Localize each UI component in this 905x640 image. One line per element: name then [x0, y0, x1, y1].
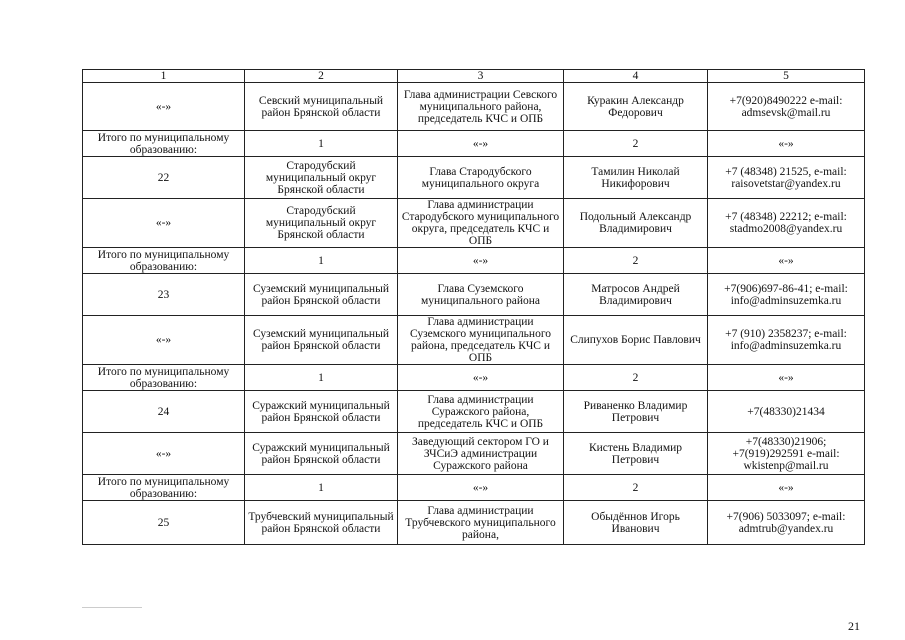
- column-number-4: 4: [564, 70, 708, 83]
- cell-col-4: 2: [564, 131, 708, 157]
- column-number-3: 3: [398, 70, 564, 83]
- cell-col-2: Суземский муниципальный район Брянской области: [245, 316, 398, 365]
- cell-col-4: Обыдённов Игорь Иванович: [564, 501, 708, 545]
- cell-col-5: «-»: [708, 365, 865, 391]
- cell-col-5: +7(906) 5033097; e-mail: admtrub@yandex.ru: [708, 501, 865, 545]
- cell-col-3: Заведующий сектором ГО и ЗЧСиЭ администрации Суражского района: [398, 433, 564, 475]
- table-row: [83, 157, 865, 199]
- cell-col-5: «-»: [708, 131, 865, 157]
- cell-col-5: «-»: [708, 248, 865, 274]
- cell-col-4: Кистень Владимир Петрович: [564, 433, 708, 475]
- cell-col-5: «-»: [708, 475, 865, 501]
- cell-col-3: Глава администрации Стародубского муниципального округа, председатель КЧС и ОПБ: [398, 199, 564, 248]
- cell-col-3: «-»: [398, 248, 564, 274]
- cell-col-4: Слипухов Борис Павлович: [564, 316, 708, 365]
- column-number-5: 5: [708, 70, 865, 83]
- column-number-2: 2: [245, 70, 398, 83]
- cell-col-2: Стародубский муниципальный округ Брянской области: [245, 199, 398, 248]
- contacts-table: [82, 69, 865, 545]
- cell-col-5: +7 (48348) 21525, e-mail: raisovetstar@yandex.ru: [708, 157, 865, 199]
- cell-col-1: «-»: [83, 83, 245, 131]
- total-row: [83, 475, 865, 501]
- cell-col-5: +7 (48348) 22212; e-mail: stadmo2008@yandex.ru: [708, 199, 865, 248]
- footer-divider: [82, 607, 142, 608]
- cell-col-5: +7(48330)21906; +7(919)292591 e-mail: wkistenp@mail.ru: [708, 433, 865, 475]
- cell-col-5: +7(920)8490222 e-mail: admsevsk@mail.ru: [708, 83, 865, 131]
- table-row: [83, 391, 865, 433]
- table-row: [83, 199, 865, 248]
- cell-col-1: «-»: [83, 199, 245, 248]
- cell-col-1: Итого по муниципальному образованию:: [83, 475, 245, 501]
- cell-col-1: Итого по муниципальному образованию:: [83, 248, 245, 274]
- cell-col-3: «-»: [398, 131, 564, 157]
- cell-col-4: Матросов Андрей Владимирович: [564, 274, 708, 316]
- cell-col-2: Севский муниципальный район Брянской области: [245, 83, 398, 131]
- cell-col-2: Трубчевский муниципальный район Брянской области: [245, 501, 398, 545]
- cell-col-3: «-»: [398, 365, 564, 391]
- cell-col-2: Суземский муниципальный район Брянской области: [245, 274, 398, 316]
- cell-col-1: 24: [83, 391, 245, 433]
- cell-col-1: 22: [83, 157, 245, 199]
- cell-col-1: 23: [83, 274, 245, 316]
- cell-col-5: +7 (910) 2358237; e-mail: info@adminsuzemka.ru: [708, 316, 865, 365]
- cell-col-4: 2: [564, 475, 708, 501]
- cell-col-4: Тамилин Николай Никифорович: [564, 157, 708, 199]
- table-header-row: [83, 70, 865, 83]
- cell-col-3: Глава администрации Суражского района, председатель КЧС и ОПБ: [398, 391, 564, 433]
- cell-col-4: Риваненко Владимир Петрович: [564, 391, 708, 433]
- cell-col-2: Суражский муниципальный район Брянской области: [245, 391, 398, 433]
- total-row: [83, 365, 865, 391]
- cell-col-3: «-»: [398, 475, 564, 501]
- table-row: [83, 433, 865, 475]
- cell-col-2: Стародубский муниципальный округ Брянской области: [245, 157, 398, 199]
- cell-col-4: Куракин Александр Федорович: [564, 83, 708, 131]
- cell-col-2: Суражский муниципальный район Брянской области: [245, 433, 398, 475]
- cell-col-4: Подольный Александр Владимирович: [564, 199, 708, 248]
- cell-col-3: Глава Суземского муниципального района: [398, 274, 564, 316]
- cell-col-3: Глава администрации Трубчевского муниципального района,: [398, 501, 564, 545]
- cell-col-1: Итого по муниципальному образованию:: [83, 365, 245, 391]
- cell-col-2: 1: [245, 475, 398, 501]
- cell-col-1: Итого по муниципальному образованию:: [83, 131, 245, 157]
- table-row: [83, 83, 865, 131]
- cell-col-3: Глава Стародубского муниципального округа: [398, 157, 564, 199]
- cell-col-1: 25: [83, 501, 245, 545]
- cell-col-4: 2: [564, 365, 708, 391]
- cell-col-4: 2: [564, 248, 708, 274]
- total-row: [83, 248, 865, 274]
- cell-col-2: 1: [245, 248, 398, 274]
- cell-col-3: Глава администрации Севского муниципального района, председатель КЧС и ОПБ: [398, 83, 564, 131]
- cell-col-5: +7(906)697-86-41; e-mail: info@adminsuzemka.ru: [708, 274, 865, 316]
- cell-col-3: Глава администрации Суземского муниципального района, председатель КЧС и ОПБ: [398, 316, 564, 365]
- table-row: [83, 501, 865, 545]
- cell-col-1: «-»: [83, 316, 245, 365]
- total-row: [83, 131, 865, 157]
- table-row: [83, 274, 865, 316]
- cell-col-1: «-»: [83, 433, 245, 475]
- column-number-1: 1: [83, 70, 245, 83]
- cell-col-5: +7(48330)21434: [708, 391, 865, 433]
- cell-col-2: 1: [245, 365, 398, 391]
- table-row: [83, 316, 865, 365]
- page-number: 21: [848, 619, 860, 633]
- cell-col-2: 1: [245, 131, 398, 157]
